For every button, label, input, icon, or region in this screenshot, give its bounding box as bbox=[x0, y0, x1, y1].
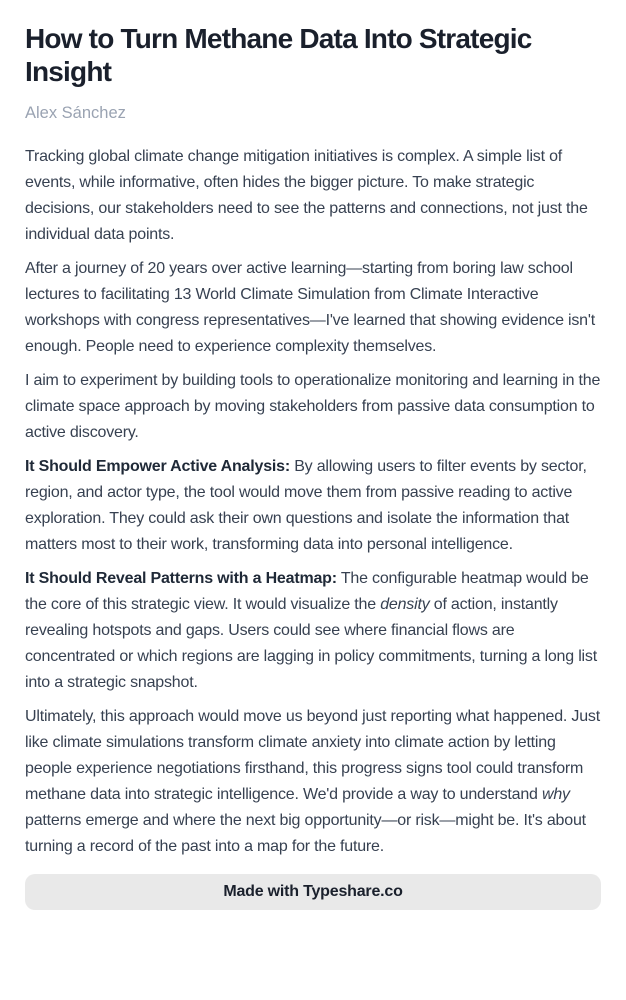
paragraph bbox=[25, 144, 601, 248]
paragraph bbox=[25, 256, 601, 360]
article-body bbox=[25, 144, 601, 860]
italic-word: density bbox=[380, 596, 430, 613]
bold-lead: It Should Reveal Patterns with a Heatmap: bbox=[25, 570, 337, 587]
page-title-line-1: How to Turn Methane Data Into Strategic bbox=[25, 23, 532, 54]
paragraph bbox=[25, 566, 601, 696]
italic-word: why bbox=[541, 786, 570, 803]
text-segment: Ultimately, this approach would move us beyond just reporting what happened. Just like climate simulations transform climate anxiety into climate action by letting people experience negotiations firsthand, this progress signs tool could transform methane data into strategic intelligence. We'd provide a way to understand bbox=[25, 708, 600, 803]
text-segment: Tracking global climate change mitigation initiatives is complex. A simple list of events, while informative, often hides the bigger picture. To make strategic decisions, our stakeholders need to see the patterns and connections, not just the individual data points. bbox=[25, 148, 588, 243]
paragraph bbox=[25, 454, 601, 558]
paragraph bbox=[25, 704, 601, 860]
text-segment: patterns emerge and where the next big opportunity—or risk—might be. It's about turning a record of the past into a map for the future. bbox=[25, 812, 586, 855]
text-segment: of action, instantly revealing hotspots and gaps. Users could see where financial flows are concentrated or which regions are lagging in policy commitments, turning a long list into a strategic snapshot. bbox=[25, 596, 597, 691]
text-segment: After a journey of 20 years over active learning—starting from boring law school lectures to facilitating 13 World Climate Simulation from Climate Interactive workshops with congress representatives—I've learned that showing evidence isn't enough. People need to experience complexity themselves. bbox=[25, 260, 595, 355]
author-byline: Alex Sánchez bbox=[25, 104, 126, 122]
typeshare-badge[interactable]: Made with Typeshare.co bbox=[25, 874, 601, 910]
paragraph bbox=[25, 368, 601, 446]
text-segment: The configurable heatmap would be the core of this strategic view. It would visualize the bbox=[25, 570, 589, 613]
page-title bbox=[25, 22, 601, 88]
bold-lead: It Should Empower Active Analysis: bbox=[25, 458, 290, 475]
text-segment: By allowing users to filter events by sector, region, and actor type, the tool would move them from passive reading to active exploration. They could ask their own questions and isolate the information that matters most to their work, transforming data into personal intelligence. bbox=[25, 458, 587, 553]
text-segment: I aim to experiment by building tools to operationalize monitoring and learning in the climate space approach by moving stakeholders from passive data consumption to active discovery. bbox=[25, 372, 601, 441]
page-title-line-2: Insight bbox=[25, 56, 112, 87]
